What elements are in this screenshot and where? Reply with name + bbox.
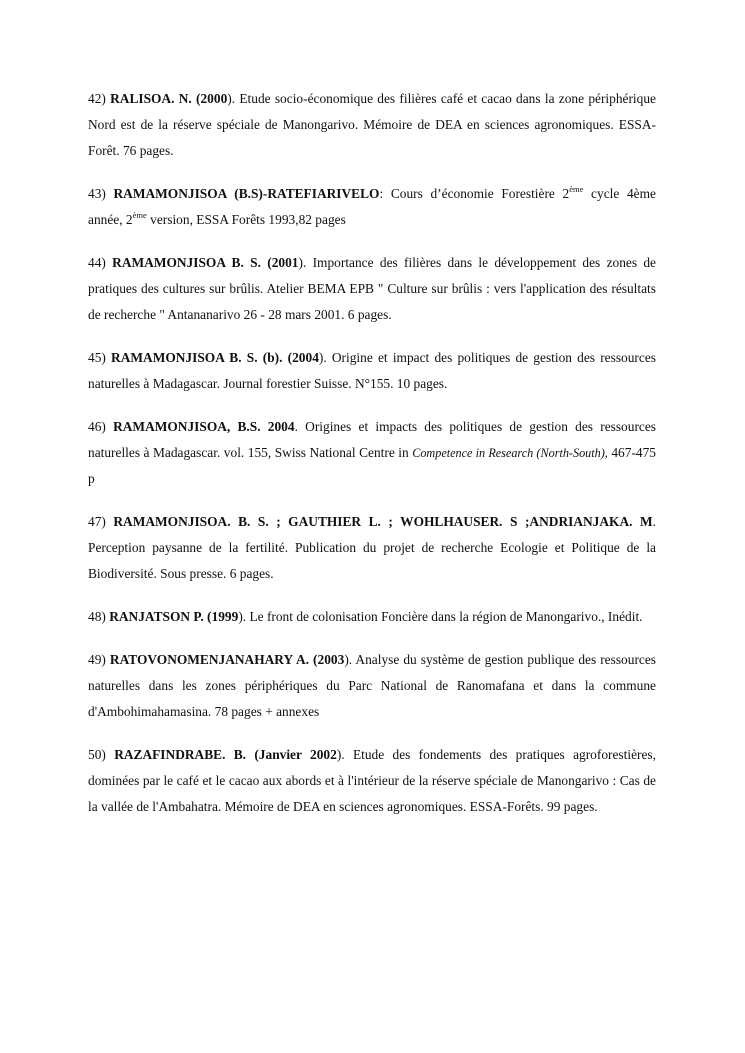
reference-43 — [88, 181, 656, 233]
reference-number: 42) — [88, 91, 106, 106]
reference-text: ). Le front de colonisation Foncière dans la région de Manongarivo., Inédit. — [238, 609, 643, 624]
reference-text: ). Etude des fondements des pratiques agroforestières, dominées par le café et le cacao aux abords et à l'intérieur de la réserve spéciale de Manongarivo : Cas de la vallée de l'Ambahatra. Mémoire de DEA en sciences agronomiques. ESSA-Forêts. 99 pages. — [88, 747, 656, 814]
reference-text: version, ESSA Forêts 1993,82 pages — [146, 212, 346, 227]
reference-author: RAMAMONJISOA, B.S. 2004 — [113, 419, 295, 434]
reference-italic-text: Competence in Research (North-South), — [412, 446, 608, 460]
reference-number: 47) — [88, 514, 106, 529]
reference-text: . Origines et impacts des politiques de gestion des ressources naturelles à Madagascar. vol. 155, Swiss National Centre in — [88, 419, 657, 460]
reference-author: RAZAFINDRABE. B. (Janvier 2002 — [114, 747, 337, 762]
reference-50 — [88, 742, 656, 820]
bibliography-page — [88, 86, 656, 837]
reference-46 — [88, 414, 656, 492]
reference-48 — [88, 604, 656, 630]
reference-49 — [88, 647, 656, 725]
reference-number: 44) — [88, 255, 106, 270]
reference-number: 48) — [88, 609, 106, 624]
reference-text: cycle 4ème année, 2 — [88, 186, 656, 227]
reference-42 — [88, 86, 656, 164]
reference-author: RATOVONOMENJANAHARY A. (2003 — [109, 652, 345, 667]
reference-author: RANJATSON P. (1999 — [109, 609, 239, 624]
reference-text: : Cours d’économie Forestière 2 — [379, 186, 570, 201]
reference-author: RAMAMONJISOA B. S. (2001 — [112, 255, 299, 270]
reference-text: ). Analyse du système de gestion publique des ressources naturelles dans les zones périphériques du Parc National de Ranomafana et dans la commune d'Ambohimahamasina. 78 pages + annexes — [88, 652, 656, 719]
reference-text: . Perception paysanne de la fertilité. Publication du projet de recherche Ecologie et Politique de la Biodiversité. Sous presse. 6 pages. — [88, 514, 656, 581]
reference-number: 43) — [88, 186, 106, 201]
reference-author: RALISOA. N. (2000 — [110, 91, 228, 106]
reference-number: 50) — [88, 747, 106, 762]
reference-number: 46) — [88, 419, 106, 434]
reference-author: RAMAMONJISOA. B. S. ; GAUTHIER L. ; WOHLHAUSER. S ;ANDRIANJAKA. M — [113, 514, 653, 529]
reference-author: RAMAMONJISOA B. S. (b). (2004 — [111, 350, 319, 365]
reference-number: 49) — [88, 652, 106, 667]
reference-author: RAMAMONJISOA (B.S)-RATEFIARIVELO — [113, 186, 380, 201]
reference-text: 467-475 p — [88, 445, 656, 486]
reference-47 — [88, 509, 656, 587]
reference-text: ). Origine et impact des politiques de gestion des ressources naturelles à Madagascar. Journal forestier Suisse. N°155. 10 pages. — [88, 350, 656, 391]
reference-44 — [88, 250, 656, 328]
reference-45 — [88, 345, 656, 397]
superscript: ème — [569, 184, 584, 194]
reference-text: ). Importance des filières dans le développement des zones de pratiques des cultures sur brûlis. Atelier BEMA EPB " Culture sur brûlis : vers l'application des résultats de recherche " Antananarivo 26 - 28 mars 2001. 6 pages. — [88, 255, 657, 322]
superscript: ème — [132, 210, 147, 220]
reference-text: ). Etude socio-économique des filières café et cacao dans la zone périphérique Nord est de la réserve spéciale de Manongarivo. Mémoire de DEA en sciences agronomiques. ESSA-Forêt. 76 pages. — [88, 91, 656, 158]
reference-number: 45) — [88, 350, 106, 365]
